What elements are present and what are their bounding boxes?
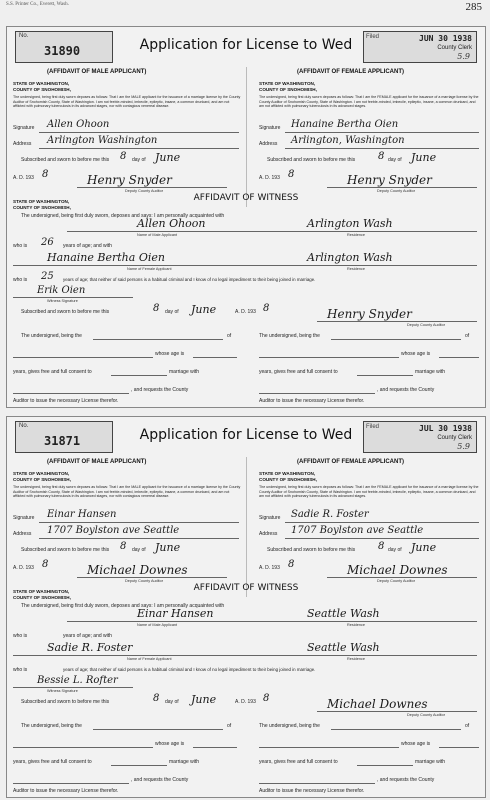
male-subscribed-month: June: [155, 541, 181, 554]
consent-of-right: of: [465, 723, 470, 729]
witness-intro: The undersigned, being first duly sworn, deposes and says: I am personally acquainted with: [21, 603, 225, 609]
male-ad-label: A. D. 193: [13, 175, 34, 181]
witness-male-residence: Arlington Wash: [307, 217, 393, 230]
consent-line-right-2: [259, 747, 399, 748]
witness-female-residence: Seattle Wash: [307, 641, 380, 654]
witness-female-age: 25: [41, 271, 54, 282]
consent-line-right-1: [331, 729, 461, 730]
male-subscribed-label: Subscribed and sworn to before me this: [21, 547, 110, 553]
witness-ad-label: A. D. 193: [235, 309, 256, 315]
witness-deputy-line: [317, 321, 477, 322]
who-is-label-1: who is: [13, 633, 28, 639]
female-affidavit-title: (AFFIDAVIT OF FEMALE APPLICANT): [297, 459, 404, 465]
consent-line-right-3: [439, 357, 479, 358]
male-state: [13, 81, 71, 93]
male-ad-year: 8: [42, 559, 49, 570]
form-title: Application for License to Wed: [139, 37, 353, 53]
witness-deputy-label: Deputy County Auditor: [407, 323, 445, 327]
female-ad-label: A. D. 193: [259, 565, 280, 571]
consent-of-left: of: [227, 723, 232, 729]
male-address-line: [39, 538, 239, 539]
female-address: Arlington, Washington: [291, 135, 405, 146]
witness-signature-line: [13, 687, 133, 688]
page-header: [0, 0, 490, 14]
consent-whose-age-right: whose age is: [401, 741, 431, 747]
county-clerk-label: County Clerk: [437, 435, 472, 441]
witness-affidavit-title: AFFIDAVIT OF WITNESS: [193, 583, 299, 593]
consent-undersigned-right: The undersigned, being the: [259, 333, 320, 339]
male-boilerplate: The undersigned, being first duly sworn deposes as follows: That I am the MALE applicant for the issuance of a marriage license by the County Auditor of Snohomish County, State of Washington. I am not feeble-minded, imbecile, epileptic, insane, a common drunkard, and am not afflicted with pulmonary tuberculosis in its advanced stages, nor with contagious venereal disease.: [13, 485, 241, 499]
female-signature: Hanaine Bertha Oien: [291, 119, 399, 130]
male-deputy-line: [77, 577, 227, 578]
female-subscribed-label: Subscribed and sworn to before me this: [267, 157, 356, 163]
page-number: 285: [465, 1, 482, 13]
witness-signature-line: [13, 297, 133, 298]
witness-day-of-label: day of: [165, 309, 179, 315]
male-subscribed-month: June: [155, 151, 181, 164]
female-address-line: [285, 148, 479, 149]
filed-stamp: [363, 31, 477, 63]
consent-auditor-right: Auditor to issue the necessary License therefor.: [259, 398, 365, 404]
male-signature-line: [39, 132, 239, 133]
county-label: COUNTY OF SNOHOMISH,: [13, 205, 71, 210]
witness-signature: Bessie L. Rofter: [37, 675, 118, 686]
witness-deputy-line: [317, 711, 477, 712]
witness-deputy-signature: Henry Snyder: [327, 307, 412, 321]
female-address-line: [285, 538, 479, 539]
female-name-sublabel: Name of Female Applicant: [127, 657, 172, 661]
female-deputy-signature: Henry Snyder: [347, 173, 432, 187]
witness-intro: The undersigned, being first duly sworn, deposes and says: I am personally acquainted with: [21, 213, 225, 219]
male-address: Arlington Washington: [47, 135, 158, 146]
handwritten-number: 5.9: [457, 52, 470, 61]
witness-year: 8: [263, 693, 270, 704]
years-neither-label: years of age; that neither of said persons is a habitual criminal and I know of no legal impediment to their being joined in marriage.: [63, 277, 316, 282]
county-label: COUNTY OF SNOHOMISH,: [259, 477, 317, 482]
consent-years-left: years, gives free and full consent to: [13, 759, 92, 765]
state-label: STATE OF WASHINGTON,: [259, 81, 316, 86]
female-residence-sublabel: Residence: [347, 267, 365, 271]
consent-line-right-5: [259, 783, 375, 784]
consent-of-left: of: [227, 333, 232, 339]
female-subscribed-day: 8: [378, 151, 385, 162]
male-signature: Einar Hansen: [47, 509, 117, 520]
witness-female-line: [13, 655, 477, 656]
consent-line-left-5: [13, 393, 129, 394]
female-deputy-label: Deputy County Auditor: [377, 579, 415, 583]
witness-male-age: 26: [41, 237, 54, 248]
male-day-of-label: day of: [132, 157, 146, 163]
state-label: STATE OF WASHINGTON,: [13, 589, 70, 594]
female-signature-line: [285, 522, 479, 523]
male-deputy-line: [77, 187, 227, 188]
female-address: 1707 Boylston ave Seattle: [291, 525, 424, 536]
witness-signature-label: Witness Signature: [47, 299, 78, 303]
female-address-label: Address: [259, 531, 278, 537]
consent-requests-right: , and requests the County: [377, 777, 435, 783]
consent-of-right: of: [465, 333, 470, 339]
male-subscribed-day: 8: [120, 151, 127, 162]
consent-line-right-4: [357, 375, 413, 376]
female-subscribed-day: 8: [378, 541, 385, 552]
county-label: COUNTY OF SNOHOMISH,: [13, 87, 71, 92]
consent-years-right: years, gives free and full consent to: [259, 369, 338, 375]
consent-auditor-left: Auditor to issue the necessary License therefor.: [13, 788, 119, 794]
male-residence-sublabel: Residence: [347, 623, 365, 627]
witness-female-line: [13, 265, 477, 266]
consent-marriage-left: marriage with: [169, 759, 200, 765]
female-ad-year: 8: [288, 169, 295, 180]
witness-month: June: [191, 693, 217, 706]
filed-date: JUN 30 1938: [419, 34, 472, 43]
witness-day-of-label: day of: [165, 699, 179, 705]
consent-auditor-left: Auditor to issue the necessary License therefor.: [13, 398, 119, 404]
witness-male-name: Einar Hansen: [137, 607, 214, 620]
male-address-label: Address: [13, 531, 32, 537]
filed-date: JUL 30 1938: [419, 424, 472, 433]
consent-line-left-2: [13, 747, 153, 748]
male-signature: Allen Ohoon: [47, 119, 110, 130]
female-deputy-line: [327, 187, 477, 188]
female-day-of-label: day of: [388, 157, 402, 163]
filed-stamp-label: Filed: [366, 424, 380, 430]
female-deputy-signature: Michael Downes: [347, 563, 448, 577]
male-deputy-label: Deputy County Auditor: [125, 579, 163, 583]
state-label: STATE OF WASHINGTON,: [13, 81, 70, 86]
male-affidavit-title: (AFFIDAVIT OF MALE APPLICANT): [47, 459, 147, 465]
female-residence-sublabel: Residence: [347, 657, 365, 661]
years-neither-label: years of age; that neither of said persons is a habitual criminal and I know of no legal impediment to their being joined in marriage.: [63, 667, 316, 672]
consent-line-left-2: [13, 357, 153, 358]
female-subscribed-month: June: [411, 541, 437, 554]
license-application-2: [6, 416, 486, 798]
file-number-label: No.: [19, 33, 29, 39]
female-signature-label: Signature: [259, 125, 281, 131]
state-label: STATE OF WASHINGTON,: [13, 199, 70, 204]
male-address: 1707 Boylston ave Seattle: [47, 525, 180, 536]
consent-line-right-5: [259, 393, 375, 394]
female-signature-label: Signature: [259, 515, 281, 521]
consent-undersigned-right: The undersigned, being the: [259, 723, 320, 729]
consent-line-left-3: [193, 357, 237, 358]
male-deputy-signature: Michael Downes: [87, 563, 188, 577]
witness-year: 8: [263, 303, 270, 314]
male-deputy-signature: Henry Snyder: [87, 173, 172, 187]
consent-marriage-right: marriage with: [415, 759, 446, 765]
male-residence-sublabel: Residence: [347, 233, 365, 237]
male-address-line: [39, 148, 239, 149]
male-day-of-label: day of: [132, 547, 146, 553]
consent-requests-left: , and requests the County: [131, 387, 189, 393]
male-deputy-label: Deputy County Auditor: [125, 189, 163, 193]
witness-month: June: [191, 303, 217, 316]
male-subscribed-label: Subscribed and sworn to before me this: [21, 157, 110, 163]
years-age-label: years of age; and with: [63, 633, 112, 639]
consent-line-right-3: [439, 747, 479, 748]
consent-line-left-4: [111, 375, 167, 376]
witness-state: [13, 199, 71, 211]
witness-male-line: [67, 621, 477, 622]
county-label: COUNTY OF SNOHOMISH,: [13, 477, 71, 482]
female-affidavit-title: (AFFIDAVIT OF FEMALE APPLICANT): [297, 69, 404, 75]
state-label: STATE OF WASHINGTON,: [13, 471, 70, 476]
column-divider: [246, 67, 247, 207]
consent-auditor-right: Auditor to issue the necessary License therefor.: [259, 788, 365, 794]
witness-female-name: Hanaine Bertha Oien: [47, 251, 165, 264]
witness-female-residence: Arlington Wash: [307, 251, 393, 264]
witness-male-line: [67, 231, 477, 232]
male-name-sublabel: Name of Male Applicant: [137, 623, 178, 627]
male-signature-line: [39, 522, 239, 523]
male-ad-label: A. D. 193: [13, 565, 34, 571]
who-is-label-2: who is: [13, 667, 28, 673]
male-state: [13, 471, 71, 483]
consent-line-right-2: [259, 357, 399, 358]
female-address-label: Address: [259, 141, 278, 147]
consent-whose-age-left: whose age is: [155, 351, 185, 357]
consent-requests-left: , and requests the County: [131, 777, 189, 783]
male-address-label: Address: [13, 141, 32, 147]
male-name-sublabel: Name of Male Applicant: [137, 233, 178, 237]
consent-undersigned-left: The undersigned, being the: [21, 333, 82, 339]
file-number: 31890: [44, 44, 81, 58]
female-name-sublabel: Name of Female Applicant: [127, 267, 172, 271]
witness-signature: Erik Oien: [37, 285, 86, 296]
witness-state: [13, 589, 71, 601]
witness-deputy-label: Deputy County Auditor: [407, 713, 445, 717]
witness-deputy-signature: Michael Downes: [327, 697, 428, 711]
consent-line-right-4: [357, 765, 413, 766]
female-signature: Sadie R. Foster: [291, 509, 369, 520]
witness-day: 8: [153, 303, 160, 314]
who-is-label-1: who is: [13, 243, 28, 249]
female-signature-line: [285, 132, 479, 133]
county-label: COUNTY OF SNOHOMISH,: [259, 87, 317, 92]
witness-day: 8: [153, 693, 160, 704]
female-day-of-label: day of: [388, 547, 402, 553]
consent-years-right: years, gives free and full consent to: [259, 759, 338, 765]
female-ad-year: 8: [288, 559, 295, 570]
witness-affidavit-title: AFFIDAVIT OF WITNESS: [193, 193, 299, 203]
female-ad-label: A. D. 193: [259, 175, 280, 181]
female-deputy-line: [327, 577, 477, 578]
witness-female-name: Sadie R. Foster: [47, 641, 133, 654]
filed-stamp: [363, 421, 477, 453]
consent-requests-right: , and requests the County: [377, 387, 435, 393]
female-subscribed-label: Subscribed and sworn to before me this: [267, 547, 356, 553]
male-affidavit-title: (AFFIDAVIT OF MALE APPLICANT): [47, 69, 147, 75]
consent-years-left: years, gives free and full consent to: [13, 369, 92, 375]
years-age-label: years of age; and with: [63, 243, 112, 249]
consent-line-left-4: [111, 765, 167, 766]
consent-marriage-left: marriage with: [169, 369, 200, 375]
file-number: 31871: [44, 434, 81, 448]
witness-subscribed-label: Subscribed and sworn to before me this: [21, 309, 110, 315]
female-state: [259, 81, 317, 93]
male-boilerplate: The undersigned, being first duly sworn deposes as follows: That I am the MALE applicant for the issuance of a marriage license by the County Auditor of Snohomish County, State of Washington. I am not feeble-minded, imbecile, epileptic, insane, a common drunkard, and am not afflicted with pulmonary tuberculosis in its advanced stages, nor with contagious venereal disease.: [13, 95, 241, 109]
consent-line-left-3: [193, 747, 237, 748]
form-title: Application for License to Wed: [139, 427, 353, 443]
consent-line-right-1: [331, 339, 461, 340]
male-ad-year: 8: [42, 169, 49, 180]
witness-subscribed-label: Subscribed and sworn to before me this: [21, 699, 110, 705]
consent-line-left-1: [93, 339, 223, 340]
female-boilerplate: The undersigned, being first duly sworn deposes as follows: That I am the FEMALE applicant for the issuance of a marriage license by the County Auditor of Snohomish County, State of Washington. I am not feeble-minded, imbecile, epileptic, insane, a common drunkard, and am not afflicted with pulmonary tuberculosis in its advanced stages.: [259, 95, 479, 109]
filed-stamp-label: Filed: [366, 34, 380, 40]
handwritten-number: 5.9: [457, 442, 470, 451]
consent-line-left-1: [93, 729, 223, 730]
who-is-label-2: who is: [13, 277, 28, 283]
witness-male-name: Allen Ohoon: [137, 217, 206, 230]
printer-imprint: S.S. Printer Co., Everett, Wash.: [6, 2, 69, 7]
file-number-label: No.: [19, 423, 29, 429]
license-application-1: [6, 26, 486, 408]
consent-undersigned-left: The undersigned, being the: [21, 723, 82, 729]
witness-ad-label: A. D. 193: [235, 699, 256, 705]
state-label: STATE OF WASHINGTON,: [259, 471, 316, 476]
county-clerk-label: County Clerk: [437, 45, 472, 51]
consent-whose-age-left: whose age is: [155, 741, 185, 747]
male-signature-label: Signature: [13, 515, 35, 521]
witness-signature-label: Witness Signature: [47, 689, 78, 693]
female-deputy-label: Deputy County Auditor: [377, 189, 415, 193]
county-label: COUNTY OF SNOHOMISH,: [13, 595, 71, 600]
consent-marriage-right: marriage with: [415, 369, 446, 375]
male-signature-label: Signature: [13, 125, 35, 131]
female-boilerplate: The undersigned, being first duly sworn deposes as follows: That I am the FEMALE applicant for the issuance of a marriage license by the County Auditor of Snohomish County, State of Washington. I am not feeble-minded, imbecile, epileptic, insane, a common drunkard, and am not afflicted with pulmonary tuberculosis in its advanced stages.: [259, 485, 479, 499]
male-subscribed-day: 8: [120, 541, 127, 552]
female-state: [259, 471, 317, 483]
witness-male-residence: Seattle Wash: [307, 607, 380, 620]
female-subscribed-month: June: [411, 151, 437, 164]
consent-line-left-5: [13, 783, 129, 784]
consent-whose-age-right: whose age is: [401, 351, 431, 357]
column-divider: [246, 457, 247, 597]
